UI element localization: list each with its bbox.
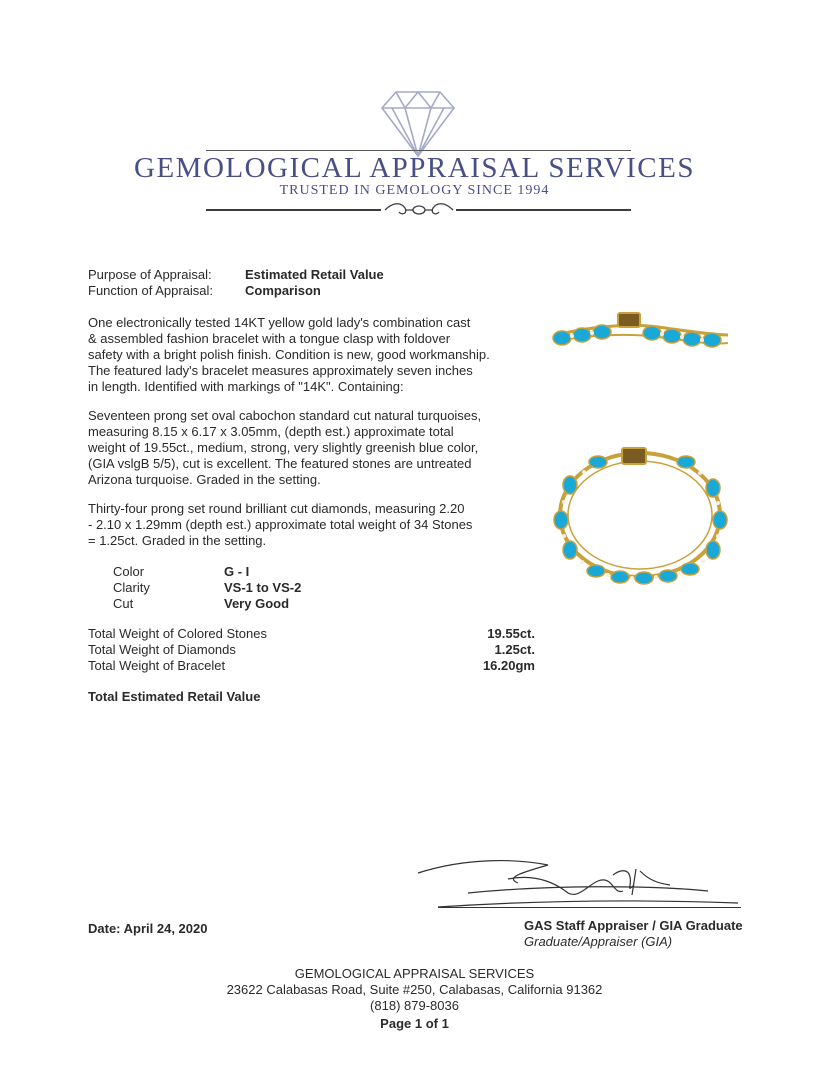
diamonds-line: - 2.10 x 1.29mm (depth est.) approximate total weight of 34 Stones — [88, 517, 473, 532]
description-line: One electronically tested 14KT yellow gold lady's combination cast — [88, 315, 471, 330]
total-label-bracelet: Total Weight of Bracelet — [88, 658, 226, 673]
colored-stones-line: measuring 8.15 x 6.17 x 3.05mm, (depth est.) approximate total — [88, 424, 454, 439]
purpose-value: Estimated Retail Value — [245, 267, 384, 282]
signature-line — [438, 907, 741, 908]
total-value-bracelet: 16.20gm — [482, 658, 535, 673]
function-label: Function of Appraisal: — [88, 283, 214, 298]
footer-phone: (818) 879-8036 — [370, 998, 459, 1013]
total-value-diamonds: 1.25ct. — [494, 642, 535, 657]
description-line: in length. Identified with markings of "14K". Containing: — [88, 379, 404, 394]
total-label-colored-stones: Total Weight of Colored Stones — [88, 626, 267, 641]
company-name: GEMOLOGICAL APPRAISAL SERVICES — [134, 152, 695, 184]
bracelet-photo-straight — [548, 305, 733, 355]
appraiser-subtitle: Graduate/Appraiser (GIA) — [524, 934, 673, 949]
grade-value-color: G - I — [224, 564, 250, 579]
appraiser-title: GAS Staff Appraiser / GIA Graduate — [524, 918, 743, 933]
diamonds-line: Thirty-four prong set round brilliant cut diamonds, measuring 2.20 — [88, 501, 465, 516]
item-description — [88, 315, 538, 395]
grade-value-cut: Very Good — [224, 596, 290, 611]
appraiser-signature — [408, 855, 748, 925]
colored-stones-line: Arizona turquoise. Graded in the setting. — [88, 472, 321, 487]
colored-stones-description — [88, 408, 538, 488]
description-line: & assembled fashion bracelet with a tongue clasp with foldover — [88, 331, 451, 346]
diamonds-line: = 1.25ct. Graded in the setting. — [88, 533, 267, 548]
flourish-icon — [383, 200, 455, 220]
grade-label-cut: Cut — [113, 596, 134, 611]
total-label-diamonds: Total Weight of Diamonds — [88, 642, 236, 657]
appraisal-date: Date: April 24, 2020 — [88, 921, 208, 936]
page-number: Page 1 of 1 — [380, 1016, 449, 1031]
letterhead — [0, 0, 829, 230]
total-retail-value-label: Total Estimated Retail Value — [88, 689, 261, 704]
grade-value-clarity: VS-1 to VS-2 — [224, 580, 302, 595]
description-line: The featured lady's bracelet measures approximately seven inches — [88, 363, 473, 378]
total-value-colored-stones: 19.55ct. — [487, 626, 535, 641]
grade-label-color: Color — [113, 564, 145, 579]
grade-label-clarity: Clarity — [113, 580, 150, 595]
diamonds-description — [88, 501, 538, 549]
function-value: Comparison — [245, 283, 321, 298]
header-rule-top — [206, 150, 631, 151]
header-rule-left — [206, 209, 381, 211]
purpose-label: Purpose of Appraisal: — [88, 267, 212, 282]
footer-company: GEMOLOGICAL APPRAISAL SERVICES — [294, 966, 535, 981]
company-tagline: TRUSTED IN GEMOLOGY SINCE 1994 — [279, 183, 550, 198]
colored-stones-line: Seventeen prong set oval cabochon standard cut natural turquoises, — [88, 408, 482, 423]
description-line: safety with a bright polish finish. Condition is new, good workmanship. — [88, 347, 490, 362]
colored-stones-line: weight of 19.55ct., medium, strong, very slightly greenish blue color, — [88, 440, 479, 455]
header-rule-right — [456, 209, 631, 211]
footer-address: 23622 Calabasas Road, Suite #250, Calabasas, California 91362 — [226, 982, 603, 997]
bracelet-photo-loop — [548, 440, 733, 590]
colored-stones-line: (GIA vslgB 5/5), cut is excellent. The featured stones are untreated — [88, 456, 472, 471]
